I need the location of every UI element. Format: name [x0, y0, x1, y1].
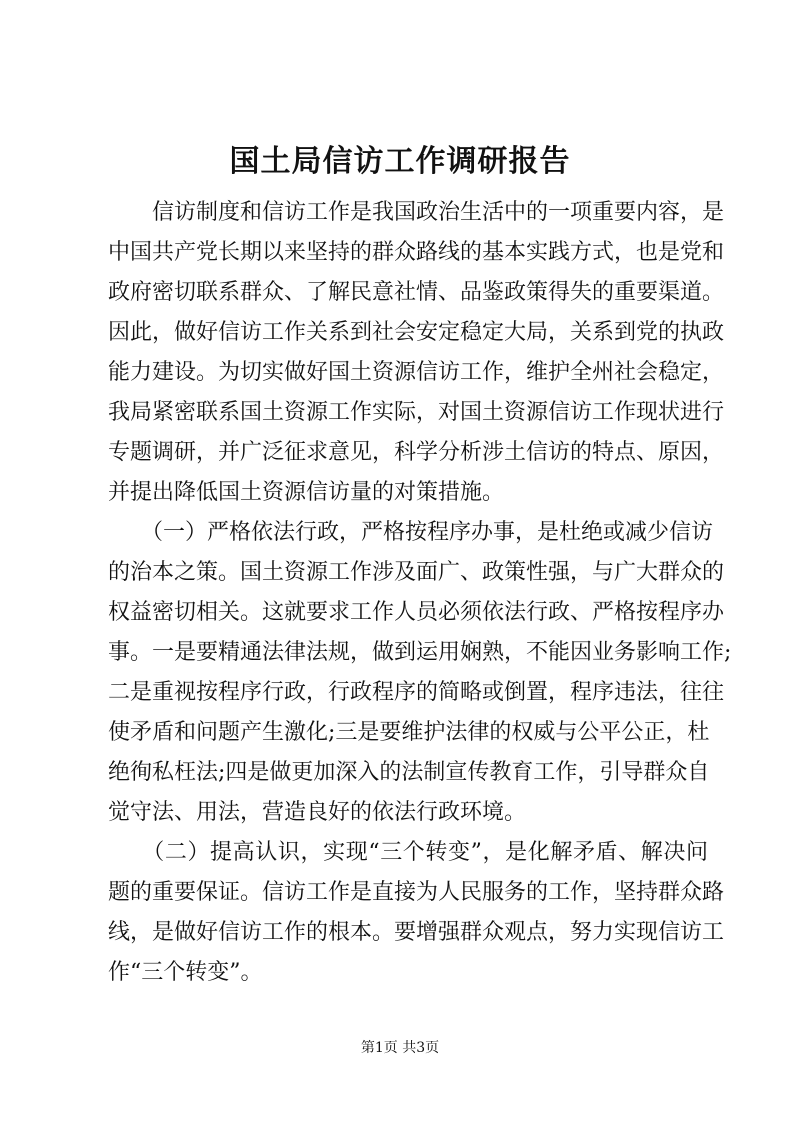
document-title: 国土局信访工作调研报告: [229, 144, 571, 179]
body-line: 因此，做好信访工作关系到社会安定稳定大局，关系到党的执政: [108, 320, 725, 345]
body-line: 我局紧密联系国土资源工作实际，对国土资源信访工作现状进行: [108, 400, 725, 425]
body-line: 线，是做好信访工作的根本。要增强群众观点，努力实现信访工: [108, 920, 725, 945]
body-line: 使矛盾和问题产生激化;三是要维护法律的权威与公平公正，杜: [108, 720, 710, 745]
body-line: 二是重视按程序行政，行政程序的简略或倒置，程序违法，往往: [108, 680, 725, 705]
body-line: 政府密切联系群众、了解民意社情、品鉴政策得失的重要渠道。: [108, 280, 725, 305]
body-line: 事。一是要精通法律法规，做到运用娴熟，不能因业务影响工作;: [108, 640, 732, 665]
body-line: 能力建设。为切实做好国土资源信访工作，维护全州社会稳定，: [108, 360, 725, 385]
body-line: 信访制度和信访工作是我国政治生活中的一项重要内容，是: [108, 200, 725, 225]
body-line: 权益密切相关。这就要求工作人员必须依法行政、严格按程序办: [108, 600, 725, 625]
body-line: 题的重要保证。信访工作是直接为人民服务的工作，坚持群众路: [108, 880, 725, 905]
body-line: 绝徇私枉法;四是做更加深入的法制宣传教育工作，引导群众自: [108, 760, 710, 785]
body-line: （一）严格依法行政，严格按程序办事，是杜绝或减少信访: [108, 520, 714, 545]
body-line: 的治本之策。国土资源工作涉及面广、政策性强，与广大群众的: [108, 560, 725, 585]
body-line: 专题调研，并广泛征求意见，科学分析涉土信访的特点、原因，: [108, 440, 725, 465]
body-line: 中国共产党长期以来坚持的群众路线的基本实践方式，也是党和: [108, 240, 725, 265]
body-line: 并提出降低国土资源信访量的对策措施。: [108, 480, 505, 505]
page-number-footer: 第1页 共3页: [360, 1040, 440, 1056]
body-line: 觉守法、用法，营造良好的依法行政环境。: [108, 800, 527, 825]
body-line: （二）提高认识，实现“三个转变”，是化解矛盾、解决问: [108, 840, 708, 865]
body-line: 作“三个转变”。: [108, 960, 263, 985]
